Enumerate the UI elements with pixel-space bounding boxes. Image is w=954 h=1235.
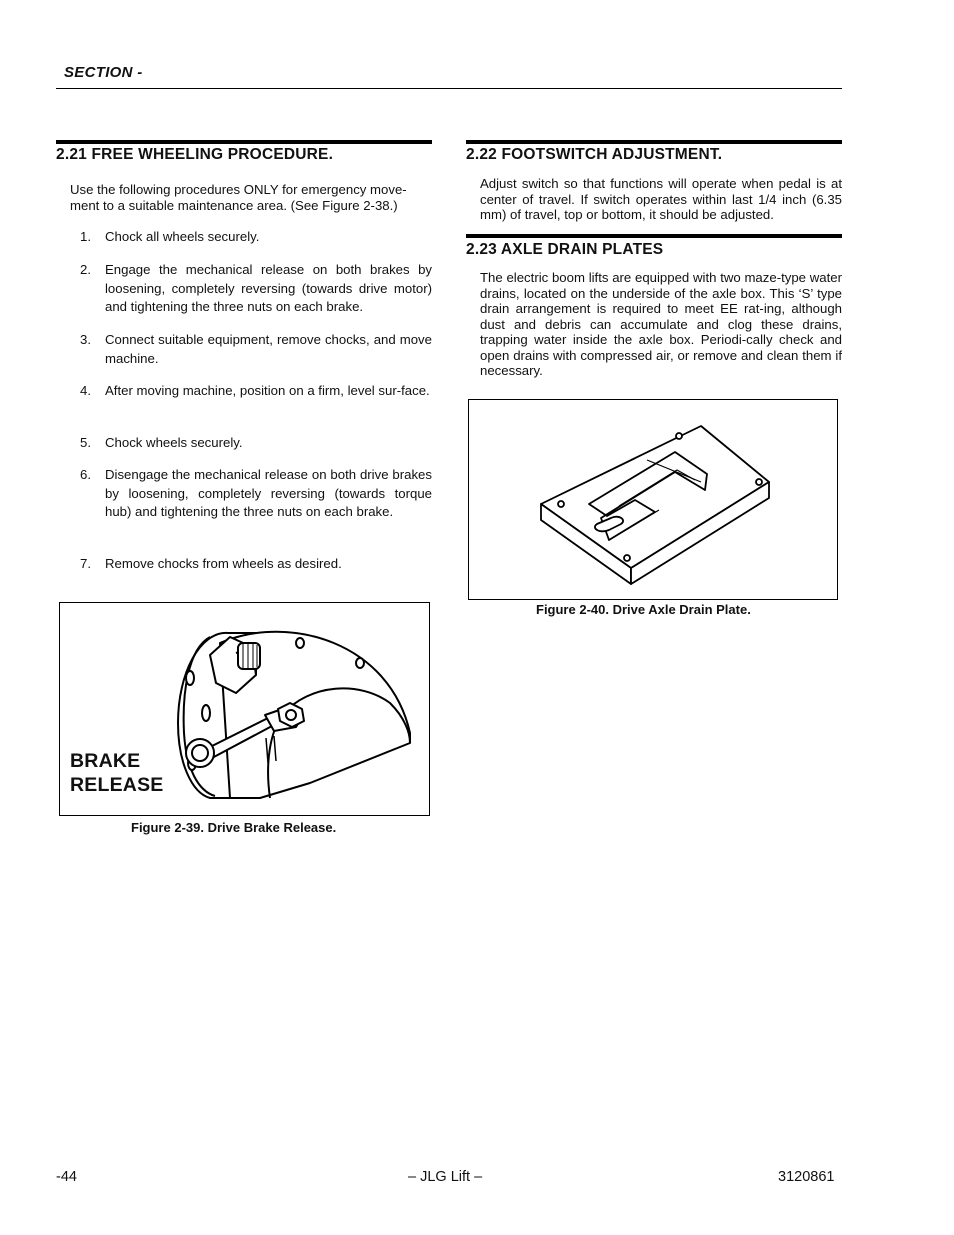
- step-text: Remove chocks from wheels as desired.: [105, 556, 342, 571]
- step-number: 7.: [80, 556, 91, 571]
- step-number: 3.: [80, 332, 91, 347]
- step-text: After moving machine, position on a firm, level sur-face.: [105, 383, 430, 398]
- section-2-23-text: The electric boom lifts are equipped with two maze-type water drains, located on the underside of the axle box. This ‘S’ type drain arrangement is required to meet EE rat-ing, although dust and debris can accumulate and clog these drains, trapping water inside the axle box. Periodi-cally check and open drains with compressed air, or remove and clean them if necessary.: [480, 270, 842, 378]
- step-number: 5.: [80, 435, 91, 450]
- section-2-22-text: Adjust switch so that functions will operate when pedal is at center of travel. If switch operates within last 1/4 inch (6.35 mm) of travel, top or bottom, it should be adjusted.: [480, 176, 842, 222]
- step-text: Connect suitable equipment, remove chocks, and move machine.: [105, 332, 432, 366]
- step-number: 4.: [80, 383, 91, 398]
- figure-drive-brake-release: [59, 602, 430, 816]
- figure-drive-axle-drain-plate: [468, 399, 838, 600]
- section-2-21-intro: [70, 182, 432, 213]
- intro-line-1: Use the following procedures ONLY for emergency move-: [70, 182, 407, 197]
- section-2-21-bar: [56, 140, 432, 144]
- section-2-22-bar: [466, 140, 842, 144]
- section-2-23-bar: [466, 234, 842, 238]
- section-header: SECTION -: [64, 64, 143, 81]
- step-text: Disengage the mechanical release on both drive brakes by loosening, completely reversing (towards torque hub) and tightening the three nuts on each brake.: [105, 467, 432, 520]
- section-2-21-heading: 2.21 FREE WHEELING PROCEDURE.: [56, 146, 334, 163]
- step-number: 6.: [80, 467, 91, 482]
- step-text: Chock all wheels securely.: [105, 229, 260, 244]
- section-2-22-heading: 2.22 FOOTSWITCH ADJUSTMENT.: [466, 146, 723, 163]
- section-2-23-heading: 2.23 AXLE DRAIN PLATES: [466, 241, 664, 258]
- footer-publisher: – JLG Lift –: [408, 1169, 483, 1185]
- intro-line-2: ment to a suitable maintenance area. (See Figure 2-38.): [70, 197, 398, 213]
- brake-label-line-1: BRAKE: [70, 750, 141, 772]
- drain-plate-illustration: [469, 400, 837, 599]
- document-number: 3120861: [778, 1169, 835, 1185]
- figure-2-40-caption: Figure 2-40. Drive Axle Drain Plate.: [536, 602, 751, 617]
- step-text: Chock wheels securely.: [105, 435, 243, 450]
- step-number: 1.: [80, 229, 91, 244]
- step-text: Engage the mechanical release on both brakes by loosening, completely reversing (towards drive motor) and tightening the three nuts on each brake.: [105, 262, 432, 315]
- brake-release-label: [70, 749, 164, 797]
- step-number: 2.: [80, 262, 91, 277]
- header-rule: [56, 88, 842, 89]
- page-number: -44: [56, 1169, 77, 1185]
- figure-2-39-caption: Figure 2-39. Drive Brake Release.: [131, 820, 337, 835]
- brake-label-line-2: RELEASE: [70, 774, 164, 796]
